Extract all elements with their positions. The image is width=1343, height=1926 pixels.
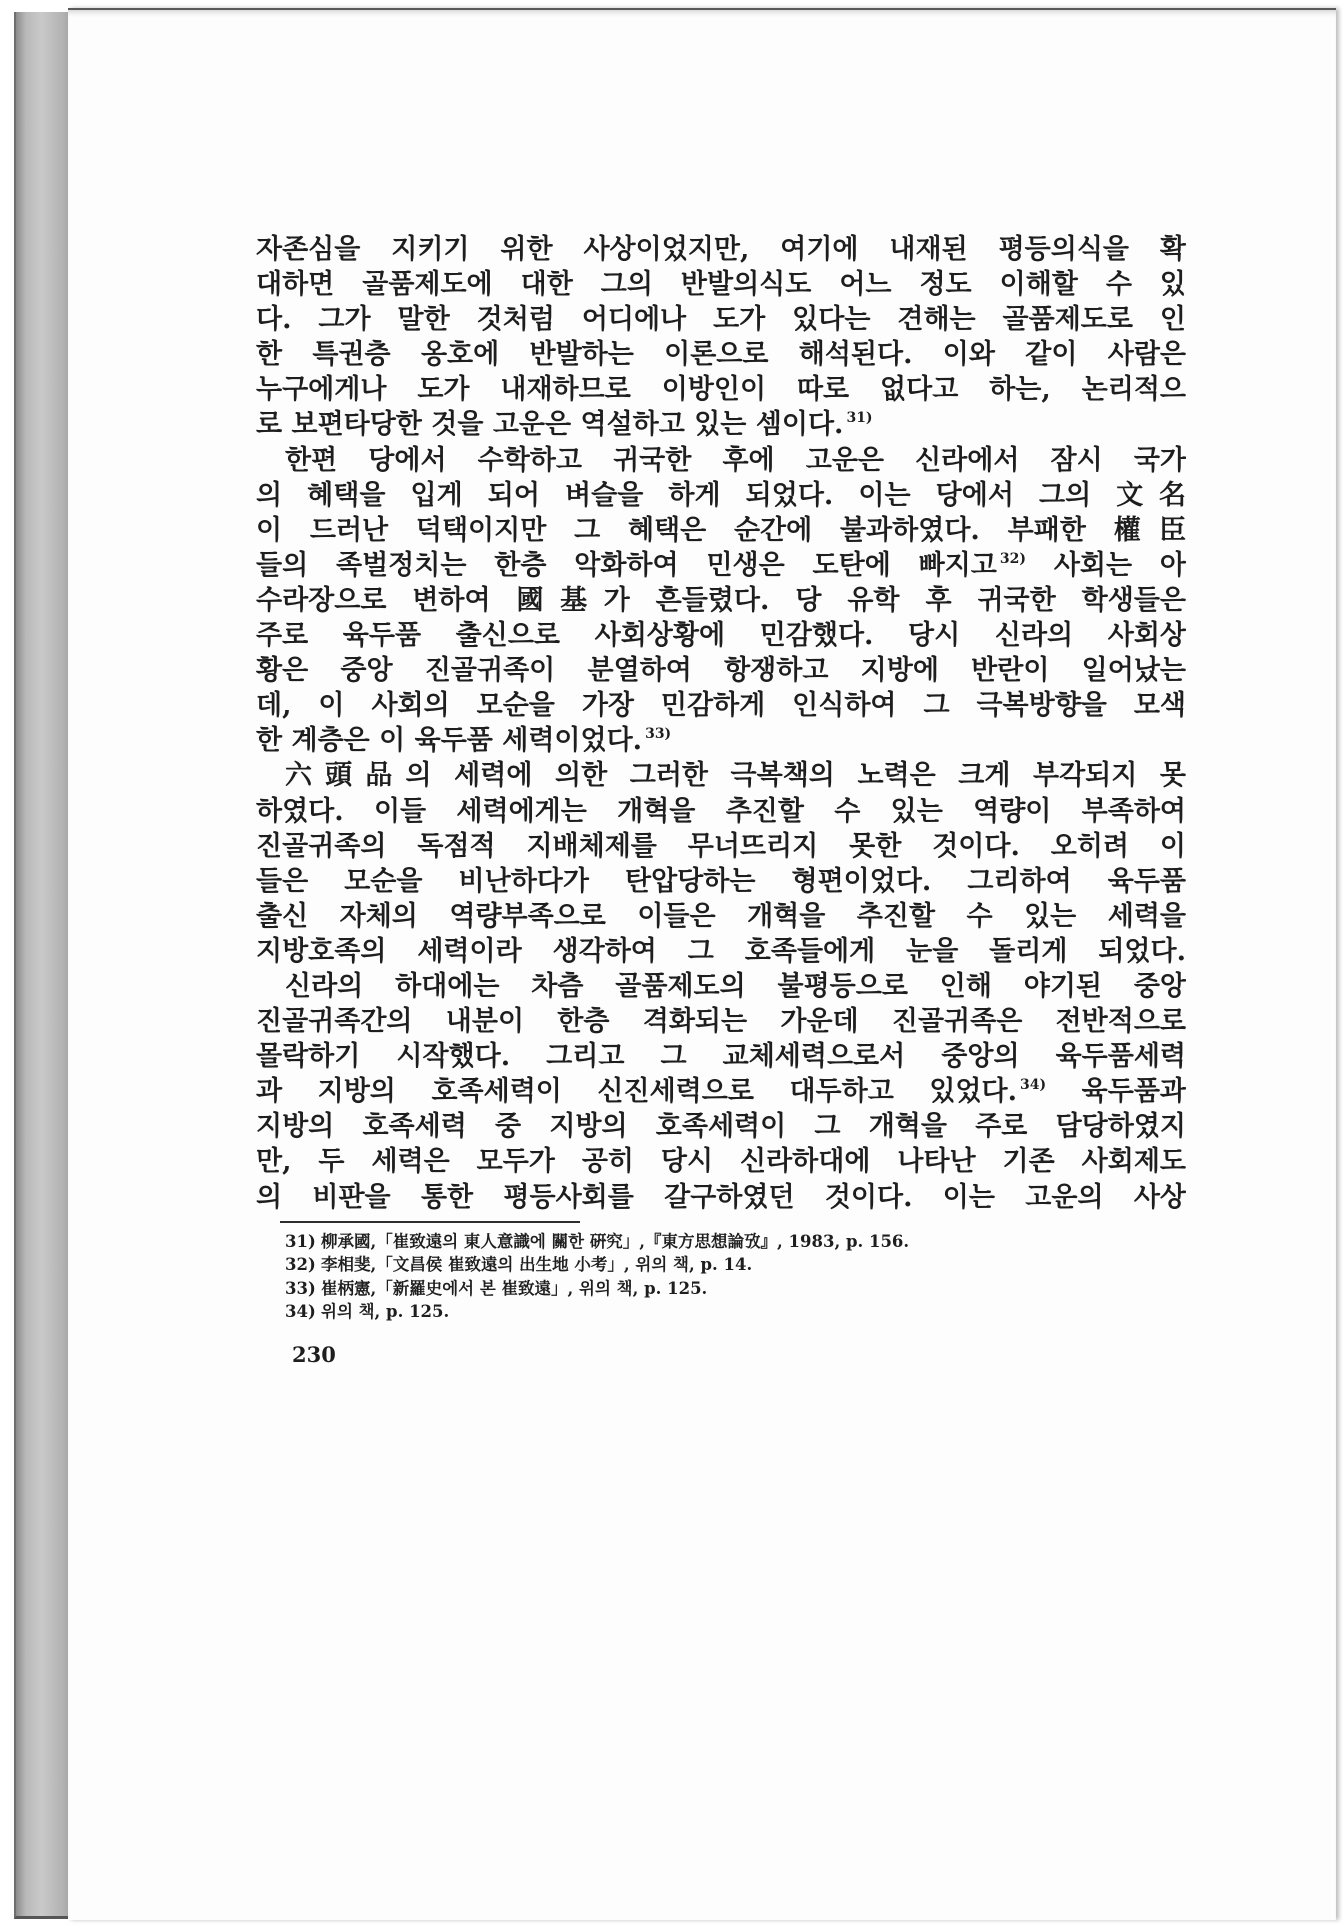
footnote-ref: 31) xyxy=(846,410,873,427)
text-line: 황은 중앙 진골귀족이 분열하여 항쟁하고 지방에 반란이 일어났는 xyxy=(256,655,1186,687)
footnote-number: 32) xyxy=(285,1255,316,1275)
text-line xyxy=(256,1074,1186,1109)
text-line: 데, 이 사회의 모순을 가장 민감하게 인식하여 그 극복방향을 모색 xyxy=(256,690,1186,722)
paragraph xyxy=(256,758,1186,969)
text-line xyxy=(256,723,1186,758)
text-line: 의 비판을 통한 평등사회를 갈구하였던 것이다. 이는 고운의 사상 xyxy=(256,1181,1186,1213)
text-line: 이 드러난 덕택이지만 그 혜택은 순간에 불과하였다. 부패한 權臣 xyxy=(256,514,1186,546)
text-line: 몰락하기 시작했다. 그리고 그 교체세력으로서 중앙의 육두품세력 xyxy=(256,1041,1186,1073)
text-line: 출신 자체의 역량부족으로 이들은 개혁을 추진할 수 있는 세력을 xyxy=(256,900,1186,932)
footnote-text: 위의 책, p. 125. xyxy=(321,1302,450,1322)
line-text: 한 계층은 이 육두품 세력이었다. xyxy=(256,725,643,757)
text-line: 들은 모순을 비난하다가 탄압당하는 형편이었다. 그리하여 육두품 xyxy=(256,865,1186,897)
footnote xyxy=(285,1277,909,1300)
paragraph xyxy=(256,969,1186,1215)
body-text xyxy=(256,232,1186,1215)
footnote-ref: 32) xyxy=(999,550,1026,567)
footnote-text: 柳承國,「崔致遠의 東人意識에 關한 硏究」,『東方思想論攷』, 1983, p. 156. xyxy=(321,1232,910,1251)
paragraph xyxy=(256,232,1186,443)
footnote-separator xyxy=(280,1221,580,1223)
footnote xyxy=(285,1230,909,1253)
footnote-text: 崔柄憲,「新羅史에서 본 崔致遠」, 위의 책, p. 125. xyxy=(321,1278,708,1298)
text-line: 한 특권층 옹호에 반발하는 이론으로 해석된다. 이와 같이 사람은 xyxy=(256,339,1186,371)
text-line: 지방호족의 세력이라 생각하여 그 호족들에게 눈을 돌리게 되었다. xyxy=(256,935,1186,967)
footnote-number: 31) xyxy=(285,1232,316,1251)
text-line xyxy=(256,548,1186,583)
page-number: 230 xyxy=(292,1342,336,1367)
text-line: 만, 두 세력은 모두가 공히 당시 신라하대에 나타난 기존 사회제도 xyxy=(256,1146,1186,1178)
text-line: 수라장으로 변하여 國基가 흔들렸다. 당 유학 후 귀국한 학생들은 xyxy=(256,584,1186,616)
text-line: 다. 그가 말한 것처럼 어디에나 도가 있다는 견해는 골품제도로 인 xyxy=(256,304,1186,336)
text-line: 六頭品의 세력에 의한 그러한 극복책의 노력은 크게 부각되지 못 xyxy=(285,760,1186,792)
text-line: 한편 당에서 수학하고 귀국한 후에 고운은 신라에서 잠시 국가 xyxy=(285,444,1186,476)
footnote-number: 34) xyxy=(285,1302,316,1322)
text-line: 누구에게나 도가 내재하므로 이방인이 따로 없다고 하는, 논리적으 xyxy=(256,374,1186,406)
line-text: 들의 족벌정치는 한층 악화하여 민생은 도탄에 빠지고 xyxy=(256,549,997,581)
text-line: 자존심을 지키기 위한 사상이었지만, 여기에 내재된 평등의식을 확 xyxy=(256,234,1186,265)
footnote-text: 李相斐,「文昌侯 崔致遠의 出生地 小考」, 위의 책, p. 14. xyxy=(321,1255,753,1275)
text-line: 진골귀족의 독점적 지배체제를 무너뜨리지 못한 것이다. 오히려 이 xyxy=(256,830,1186,862)
line-text: 육두품과 xyxy=(1046,1076,1186,1108)
line-text: 로 보편타당한 것을 고운은 역설하고 있는 셈이다. xyxy=(256,409,844,441)
footnote-ref: 34) xyxy=(1020,1077,1047,1094)
book-edge xyxy=(14,12,72,1919)
footnotes xyxy=(285,1230,909,1324)
text-line: 대하면 골품제도에 대한 그의 반발의식도 어느 정도 이해할 수 있 xyxy=(256,269,1186,301)
paragraph xyxy=(256,443,1186,759)
text-line: 지방의 호족세력 중 지방의 호족세력이 그 개혁을 주로 담당하였지 xyxy=(256,1111,1186,1143)
text-line: 신라의 하대에는 차츰 골품제도의 불평등으로 인해 야기된 중앙 xyxy=(285,970,1186,1002)
footnote-number: 33) xyxy=(285,1278,316,1298)
line-text: 과 지방의 호족세력이 신진세력으로 대두하고 있었다. xyxy=(256,1076,1017,1108)
footnote-ref: 33) xyxy=(645,726,672,743)
text-line: 진골귀족간의 내분이 한층 격화되는 가운데 진골귀족은 전반적으로 xyxy=(256,1006,1186,1038)
text-line: 주로 육두품 출신으로 사회상황에 민감했다. 당시 신라의 사회상 xyxy=(256,620,1186,652)
line-text: 사회는 아 xyxy=(1025,549,1186,581)
text-line: 하였다. 이들 세력에게는 개혁을 추진할 수 있는 역량이 부족하여 xyxy=(256,795,1186,827)
footnote xyxy=(285,1300,909,1323)
text-line xyxy=(256,407,1186,442)
footnote xyxy=(285,1253,909,1276)
text-line: 의 혜택을 입게 되어 벼슬을 하게 되었다. 이는 당에서 그의 文名 xyxy=(256,479,1186,511)
